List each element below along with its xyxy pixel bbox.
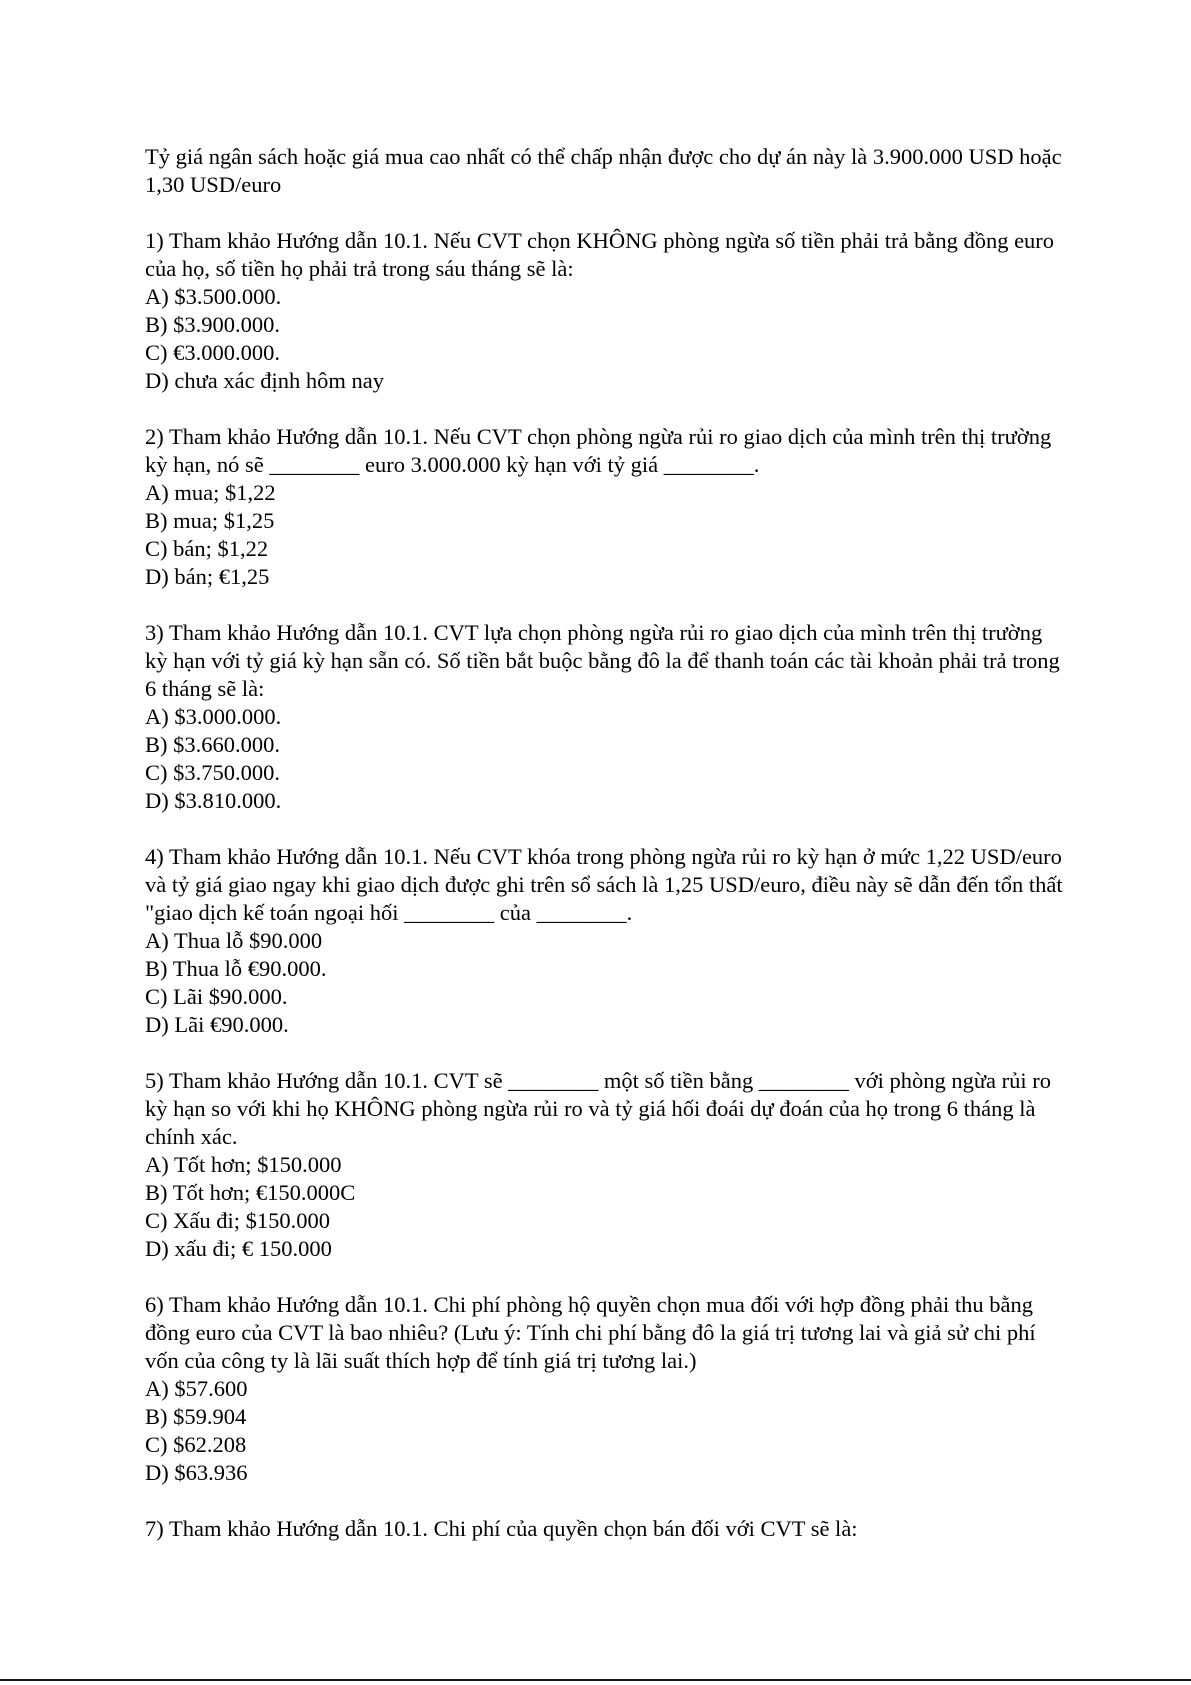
question-stem: 3) Tham khảo Hướng dẫn 10.1. CVT lựa chọn phòng ngừa rủi ro giao dịch của mình trên thị trường kỳ hạn với tỷ giá kỳ hạn sẵn có. Số tiền bắt buộc bằng đô la để thanh toán các tài khoản phải trả trong 6 tháng sẽ là: [145,620,1060,701]
option-d: D) $63.936 [145,1460,248,1485]
question-6 [145,1291,1065,1487]
question-stem: 4) Tham khảo Hướng dẫn 10.1. Nếu CVT khóa trong phòng ngừa rủi ro kỳ hạn ở mức 1,22 USD/euro và tỷ giá giao ngay khi giao dịch được ghi trên sổ sách là 1,25 USD/euro, điều này sẽ dẫn đến tổn thất "giao dịch kế toán ngoại hối ________ của ________. [145,844,1063,925]
option-d: D) xấu đi; € 150.000 [145,1236,332,1261]
option-b: B) $3.900.000. [145,312,280,337]
option-d: D) bán; €1,25 [145,564,270,589]
option-b: B) $59.904 [145,1404,247,1429]
option-b: B) mua; $1,25 [145,508,275,533]
question-stem: 5) Tham khảo Hướng dẫn 10.1. CVT sẽ ________ một số tiền bằng ________ với phòng ngừa rủi ro kỳ hạn so với khi họ KHÔNG phòng ngừa rủi ro và tỷ giá hối đoái dự đoán của họ trong 6 tháng là chính xác. [145,1068,1052,1149]
question-3 [145,619,1065,815]
option-d: D) Lãi €90.000. [145,1012,289,1037]
option-a: A) $3.500.000. [145,284,282,309]
option-c: C) Lãi $90.000. [145,984,288,1009]
option-c: C) $62.208 [145,1432,247,1457]
document-page [145,143,1065,1571]
question-5 [145,1067,1065,1263]
option-d: D) chưa xác định hôm nay [145,368,384,393]
option-b: B) $3.660.000. [145,732,280,757]
option-a: A) $3.000.000. [145,704,282,729]
option-c: C) $3.750.000. [145,760,280,785]
question-stem: 7) Tham khảo Hướng dẫn 10.1. Chi phí của quyền chọn bán đối với CVT sẽ là: [145,1516,858,1541]
option-c: C) €3.000.000. [145,340,280,365]
question-2 [145,423,1065,591]
question-stem: 6) Tham khảo Hướng dẫn 10.1. Chi phí phòng hộ quyền chọn mua đối với hợp đồng phải thu bằng đồng euro của CVT là bao nhiêu? (Lưu ý: Tính chi phí bằng đô la giá trị tương lai và giả sử chi phí vốn của công ty là lãi suất thích hợp để tính giá trị tương lai.) [145,1292,1036,1373]
option-a: A) Tốt hơn; $150.000 [145,1152,342,1177]
option-b: B) Tốt hơn; €150.000C [145,1180,356,1205]
option-a: A) mua; $1,22 [145,480,276,505]
question-7 [145,1515,1065,1543]
option-a: A) $57.600 [145,1376,248,1401]
question-stem: 2) Tham khảo Hướng dẫn 10.1. Nếu CVT chọn phòng ngừa rủi ro giao dịch của mình trên thị trường kỳ hạn, nó sẽ ________ euro 3.000.000 kỳ hạn với tỷ giá ________. [145,424,1052,477]
question-1 [145,227,1065,395]
intro-paragraph: Tỷ giá ngân sách hoặc giá mua cao nhất có thể chấp nhận được cho dự án này là 3.900.000 USD hoặc 1,30 USD/euro [145,144,1062,197]
option-c: C) bán; $1,22 [145,536,269,561]
option-d: D) $3.810.000. [145,788,282,813]
question-stem: 1) Tham khảo Hướng dẫn 10.1. Nếu CVT chọn KHÔNG phòng ngừa số tiền phải trả bằng đồng euro của họ, số tiền họ phải trả trong sáu tháng sẽ là: [145,228,1055,281]
option-a: A) Thua lỗ $90.000 [145,928,323,953]
option-b: B) Thua lỗ €90.000. [145,956,327,981]
page-bottom-border [0,1679,1191,1681]
question-4 [145,843,1065,1039]
option-c: C) Xấu đi; $150.000 [145,1208,330,1233]
